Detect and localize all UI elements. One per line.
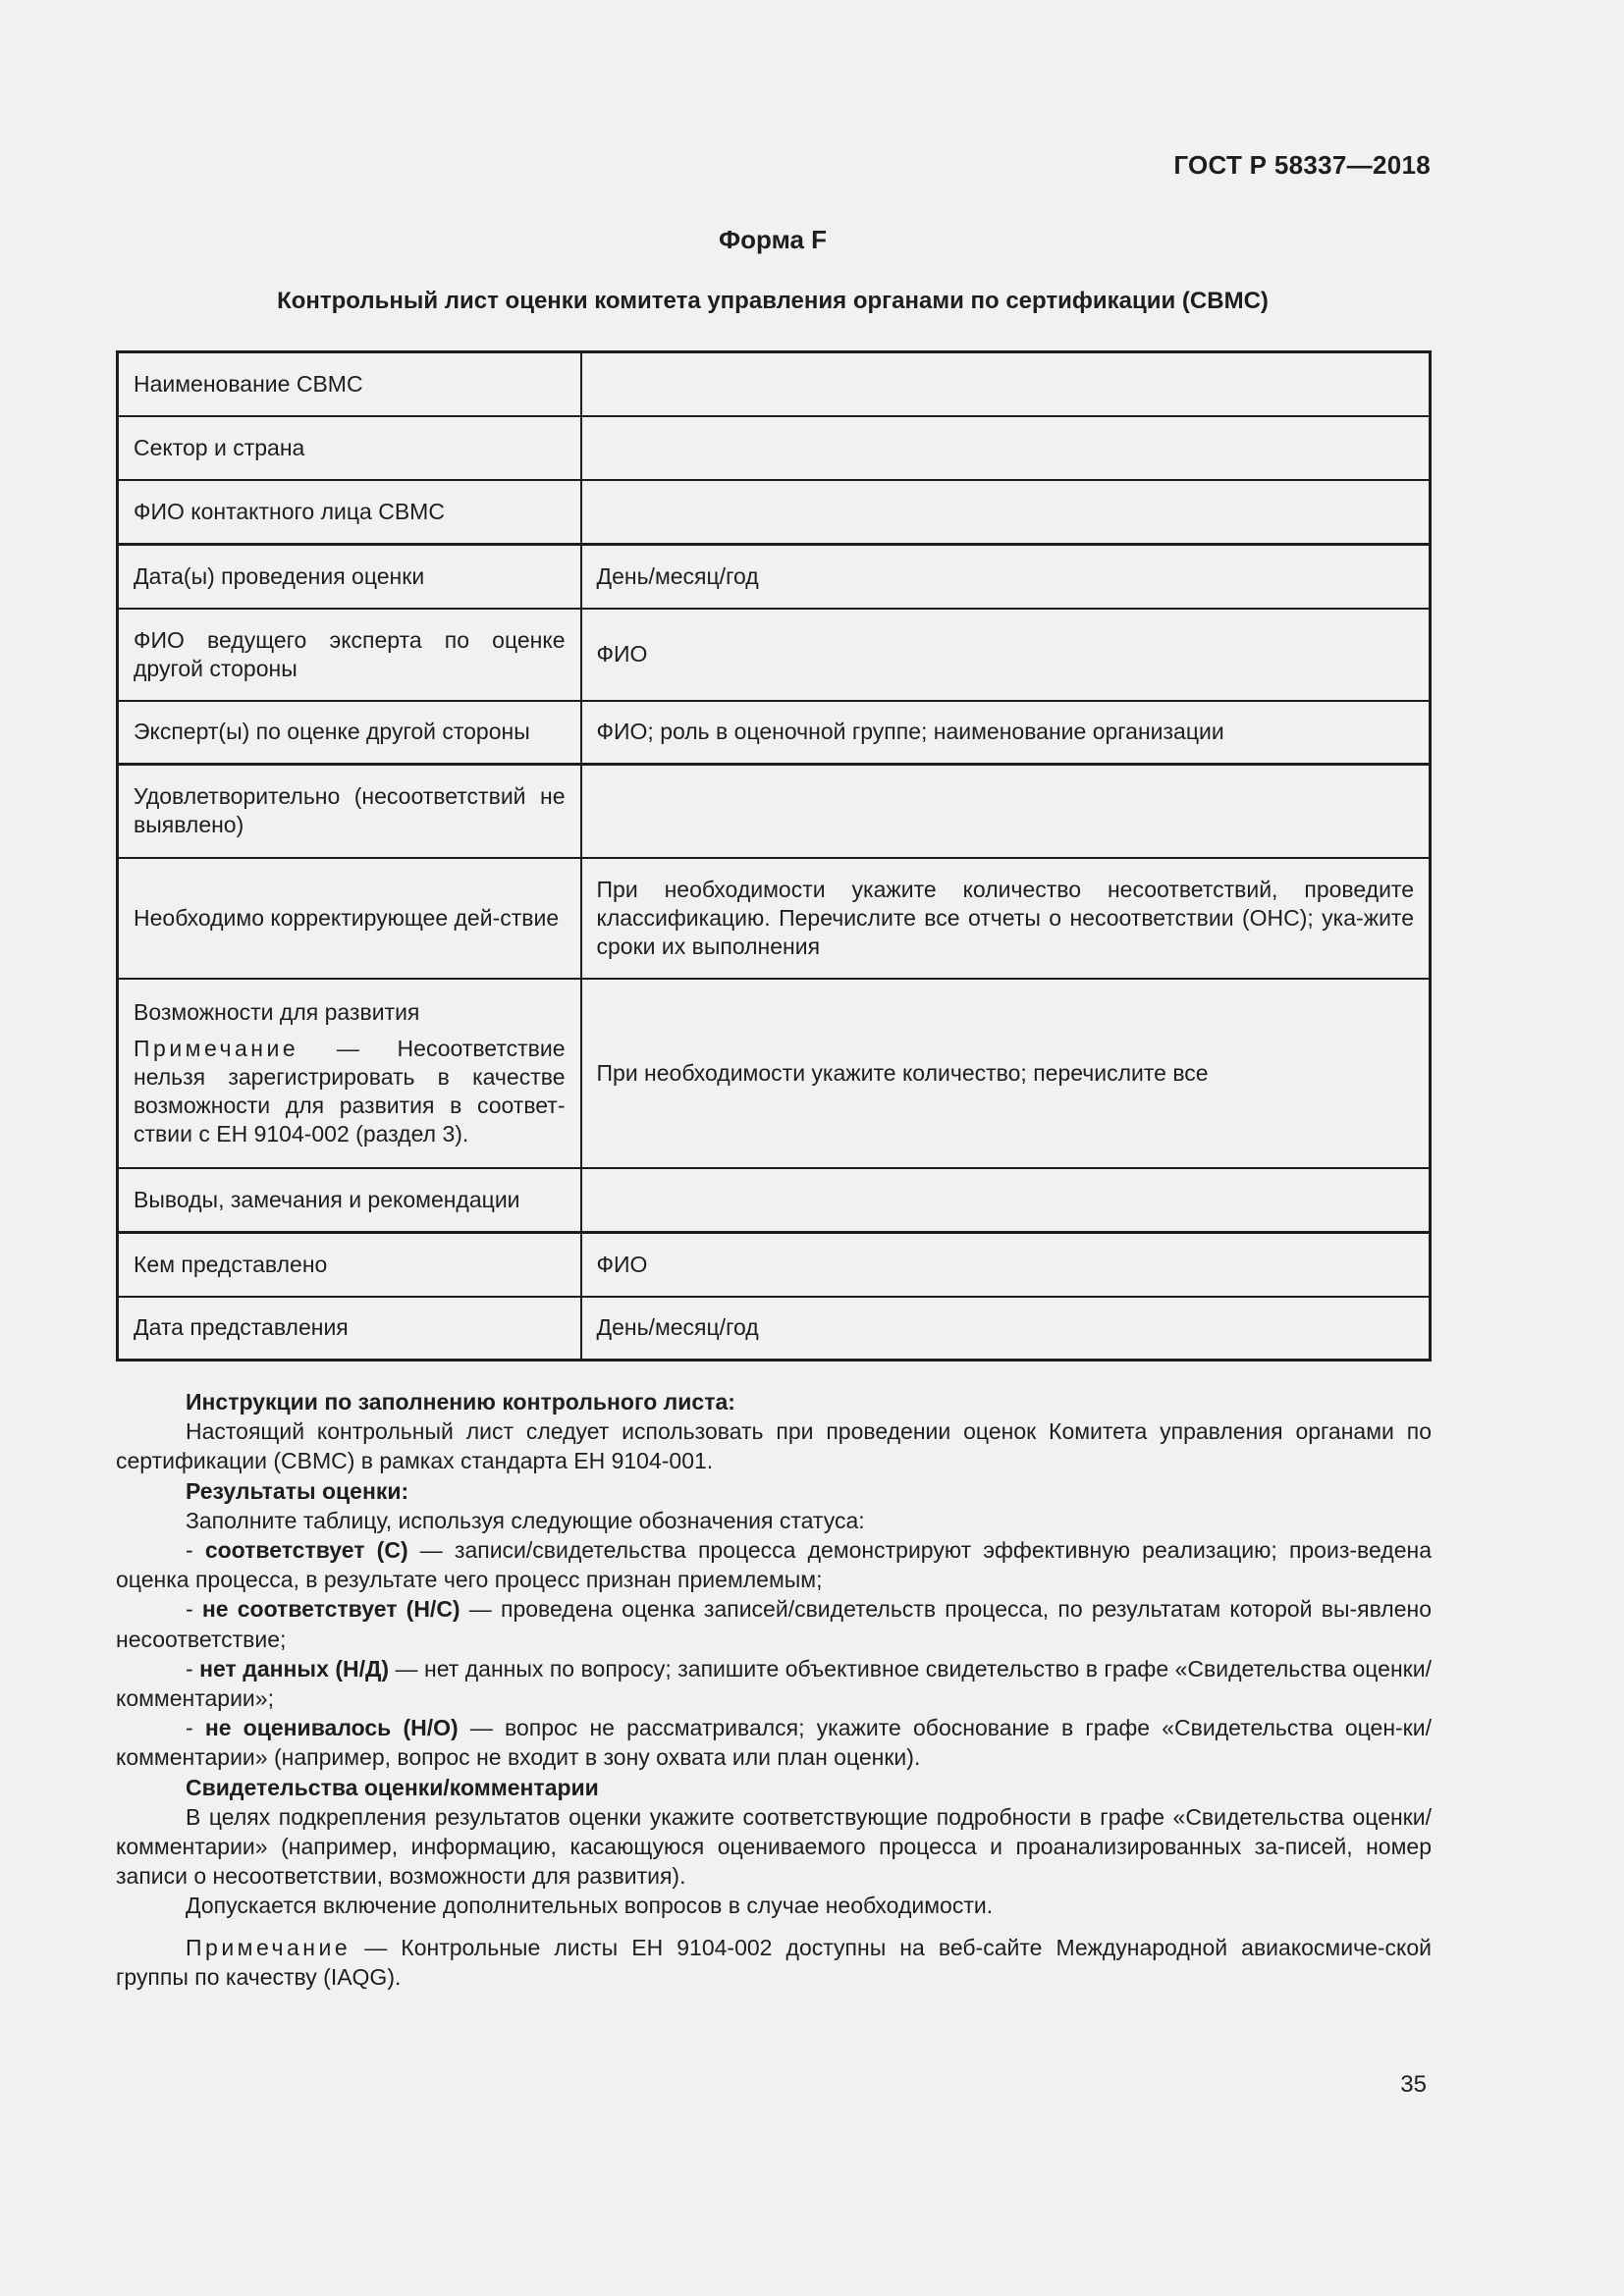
status-text: — проведена оценка записей/свидетельств процесса, по результатам которой вы-явлено несоответствие; — [116, 1596, 1432, 1652]
table-row — [118, 858, 1431, 979]
row-label: Удовлетворительно (несоответствий не выявлено) — [118, 765, 581, 858]
evidence-heading: Свидетельства оценки/комментарии — [186, 1774, 599, 1800]
row-value: ФИО — [581, 1233, 1431, 1297]
table-row — [118, 416, 1431, 480]
table-row — [118, 352, 1431, 416]
row-value — [581, 416, 1431, 480]
note-text: — Контрольные листы ЕН 9104-002 доступны на веб-сайте Международной авиакосмиче-ской группы по качеству (IAQG). — [116, 1934, 1432, 1990]
status-term: не соответствует (Н/С) — [201, 1596, 460, 1623]
row-value: При необходимости укажите количество несоответствий, проведите классификацию. Перечислите все отчеты о несоответствии (ОНС); ука-жите сроки их выполнения — [581, 858, 1431, 979]
status-term: соответствует (С) — [204, 1537, 408, 1564]
status-text: — нет данных по вопросу; запишите объективное свидетельство в графе «Свидетельства оценки/комментарии»; — [116, 1655, 1432, 1712]
instructions-intro: Настоящий контрольный лист следует использовать при проведении оценок Комитета управления органами по сертификации (СВМС) в рамках стандарта ЕН 9104-001. — [116, 1418, 1432, 1474]
row-value — [581, 352, 1431, 416]
form-subtitle: Контрольный лист оценки комитета управления органами по сертификации (СВМС) — [277, 288, 1269, 314]
status-prefix: - — [186, 1715, 205, 1741]
checklist-table — [116, 350, 1432, 1362]
row-value: При необходимости укажите количество; перечислите все — [581, 979, 1431, 1168]
table-row — [118, 1233, 1431, 1297]
table-row — [118, 1297, 1431, 1361]
row-label: Необходимо корректирующее дей-ствие — [118, 858, 581, 979]
row-label: Возможности для развития — [134, 998, 420, 1025]
row-value — [581, 765, 1431, 858]
status-prefix: - — [186, 1537, 205, 1564]
row-label: ФИО контактного лица СВМС — [118, 480, 581, 545]
table-row — [118, 1168, 1431, 1233]
note-text: — Несоответствие нельзя зарегистрировать в качестве возможности для развития в соответ-ствии с ЕН 9104-002 (раздел 3). — [134, 1035, 566, 1147]
standard-code: ГОСТ Р 58337—2018 — [1173, 150, 1431, 180]
table-row — [118, 701, 1431, 765]
table-row — [118, 765, 1431, 858]
row-note — [134, 1035, 566, 1148]
note-word: Примечание — [186, 1934, 352, 1960]
row-value: ФИО; роль в оценочной группе; наименование организации — [581, 701, 1431, 765]
row-value: День/месяц/год — [581, 1297, 1431, 1361]
status-prefix: - — [186, 1596, 202, 1623]
row-label: Кем представлено — [118, 1233, 581, 1297]
page-number: 35 — [1400, 2071, 1427, 2098]
row-label: ФИО ведущего эксперта по оценке другой стороны — [118, 609, 581, 701]
status-item — [116, 1535, 1432, 1594]
row-label: Выводы, замечания и рекомендации — [118, 1168, 581, 1233]
status-text: — записи/свидетельства процесса демонстрируют эффективную реализацию; произ-ведена оценка процесса, в результате чего процесс признан приемлемым; — [116, 1537, 1432, 1593]
evidence-text: В целях подкрепления результатов оценки укажите соответствующие подробности в графе «Свидетельства оценки/комментарии» (например, информацию, касающуюся оцениваемого процесса и проанализированных за-писей, номер записи о несоответствии, возможности для развития). — [116, 1803, 1432, 1890]
row-label: Дата представления — [118, 1297, 581, 1361]
status-text: — вопрос не рассматривался; укажите обоснование в графе «Свидетельства оцен-ки/комментарии» (например, вопрос не входит в зону охвата или план оценки). — [116, 1715, 1432, 1771]
status-item — [116, 1713, 1432, 1772]
status-item — [116, 1594, 1432, 1653]
row-label-cell — [118, 979, 581, 1168]
row-value — [581, 1168, 1431, 1233]
table-row — [118, 979, 1431, 1168]
row-label: Дата(ы) проведения оценки — [118, 545, 581, 609]
table-row — [118, 545, 1431, 609]
row-label: Наименование СВМС — [118, 352, 581, 416]
results-heading: Результаты оценки: — [186, 1477, 409, 1504]
additional-text: Допускается включение дополнительных вопросов в случае необходимости. — [186, 1893, 994, 1919]
instructions-section — [116, 1387, 1432, 1992]
table-row — [118, 480, 1431, 545]
final-note — [116, 1933, 1432, 1992]
row-value: День/месяц/год — [581, 545, 1431, 609]
note-word: Примечание — [134, 1035, 299, 1061]
row-value: ФИО — [581, 609, 1431, 701]
status-item — [116, 1654, 1432, 1713]
form-title: Форма F — [718, 225, 828, 254]
status-term: нет данных (Н/Д) — [199, 1655, 390, 1682]
results-intro: Заполните таблицу, используя следующие обозначения статуса: — [186, 1507, 865, 1533]
table-row — [118, 609, 1431, 701]
status-prefix: - — [186, 1655, 200, 1682]
status-term: не оценивалось (Н/О) — [204, 1715, 459, 1741]
row-label: Сектор и страна — [118, 416, 581, 480]
row-value — [581, 480, 1431, 545]
instructions-heading: Инструкции по заполнению контрольного листа: — [186, 1389, 735, 1415]
row-label: Эксперт(ы) по оценке другой стороны — [118, 701, 581, 765]
